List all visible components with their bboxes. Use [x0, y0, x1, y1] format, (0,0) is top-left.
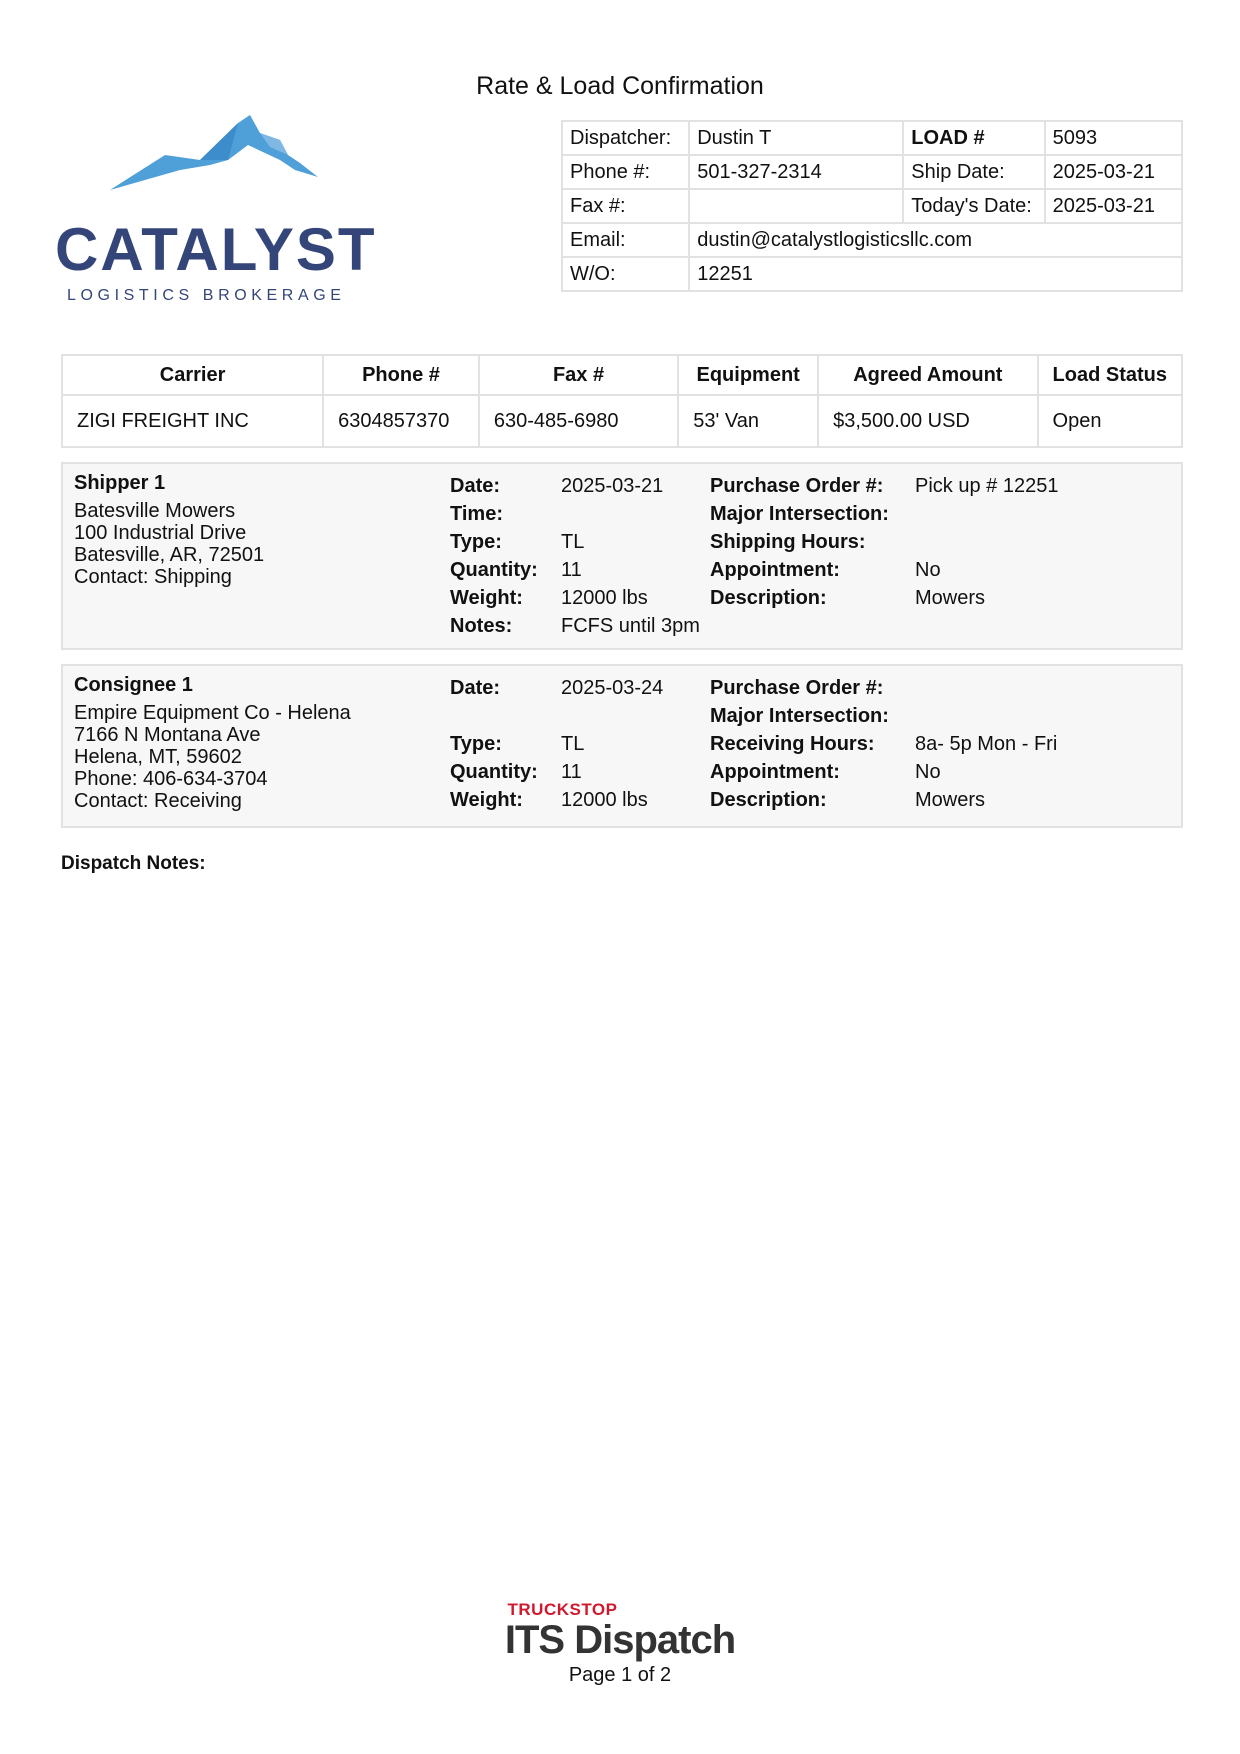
- field-label: Description:: [710, 789, 827, 811]
- consignee-line: 7166 N Montana Ave: [74, 724, 261, 746]
- field-value: [915, 500, 1058, 528]
- field-value: Mowers: [915, 789, 986, 811]
- field-value: Pick up # 12251: [915, 475, 1059, 497]
- field-label: Weight:: [450, 789, 523, 811]
- load-number-label: LOAD #: [903, 121, 1044, 155]
- field-value: TL: [561, 733, 585, 755]
- equipment-header: Equipment: [678, 355, 818, 395]
- field-label: Weight:: [450, 587, 523, 609]
- shipper-line: 100 Industrial Drive: [74, 522, 247, 544]
- consignee-line: Phone: 406-634-3704: [74, 768, 268, 790]
- wo-value: 12251: [689, 257, 1182, 291]
- shipper-line: Batesville Mowers: [74, 500, 236, 522]
- field-value: 2025-03-21: [561, 475, 664, 497]
- consignee-line: Helena, MT, 59602: [74, 746, 242, 768]
- field-label: Shipping Hours:: [710, 531, 866, 553]
- carrier-header: Carrier: [62, 355, 323, 395]
- shipper-heading: Shipper 1: [74, 472, 166, 494]
- consignee-heading: Consignee 1: [74, 674, 193, 696]
- field-value: No: [915, 559, 941, 581]
- fax-label: Fax #:: [562, 189, 689, 223]
- carrier-fax: 630-485-6980: [479, 395, 678, 447]
- load-info-table: [561, 120, 1183, 292]
- logo-tagline: LOGISTICS BROKERAGE: [67, 287, 346, 304]
- consignee-line: Empire Equipment Co - Helena: [74, 702, 351, 724]
- dispatch-notes-label: Dispatch Notes:: [61, 853, 206, 874]
- carrier-phone: 6304857370: [323, 395, 479, 447]
- ship-date-label: Ship Date:: [903, 155, 1044, 189]
- field-label: Appointment:: [710, 761, 840, 783]
- carrier-name: ZIGI FREIGHT INC: [62, 395, 323, 447]
- shipper-line: Contact: Shipping: [74, 566, 232, 588]
- page-number: Page 1 of 2: [568, 1664, 672, 1686]
- field-label: Purchase Order #:: [710, 677, 884, 699]
- field-value: [915, 528, 1058, 556]
- fax-header: Fax #: [479, 355, 678, 395]
- field-value: 11: [561, 761, 582, 783]
- shipper-line: Batesville, AR, 72501: [74, 544, 265, 566]
- field-value: [915, 702, 1057, 730]
- shipper-section: [61, 462, 1183, 650]
- field-value: 2025-03-24: [561, 677, 664, 699]
- field-value: TL: [561, 531, 585, 553]
- agreed-amount-header: Agreed Amount: [818, 355, 1037, 395]
- shipper-left-values: [561, 472, 700, 640]
- phone-header: Phone #: [323, 355, 479, 395]
- carrier-agreed-amount: $3,500.00 USD: [818, 395, 1037, 447]
- field-value: [561, 702, 663, 730]
- load-number-value: 5093: [1045, 121, 1182, 155]
- carrier-load-status: Open: [1038, 395, 1182, 447]
- field-label: Receiving Hours:: [710, 733, 875, 755]
- carrier-equipment: 53' Van: [678, 395, 818, 447]
- phone-value: 501-327-2314: [689, 155, 903, 189]
- field-value: Mowers: [915, 587, 986, 609]
- load-status-header: Load Status: [1038, 355, 1182, 395]
- field-value: 12000 lbs: [561, 789, 648, 811]
- dispatcher-value: Dustin T: [689, 121, 903, 155]
- consignee-left-labels: [450, 674, 538, 814]
- field-label: Purchase Order #:: [710, 475, 884, 497]
- field-label: Notes:: [450, 615, 513, 637]
- field-label: Time:: [450, 503, 503, 525]
- shipper-right-values: [915, 472, 1058, 612]
- field-label: Date:: [450, 475, 501, 497]
- field-label: Type:: [450, 733, 502, 755]
- table-row: [62, 395, 1182, 447]
- field-value: 12000 lbs: [561, 587, 648, 609]
- todays-date-value: 2025-03-21: [1045, 189, 1182, 223]
- ship-date-value: 2025-03-21: [1045, 155, 1182, 189]
- field-value: 11: [561, 559, 582, 581]
- field-label: Type:: [450, 531, 502, 553]
- footer-brand-top: TRUCKSTOP: [507, 1600, 618, 1619]
- consignee-address: [74, 674, 351, 812]
- consignee-line: Contact: Receiving: [74, 790, 242, 812]
- shipper-address: [74, 472, 264, 588]
- field-label: Date:: [450, 677, 501, 699]
- todays-date-label: Today's Date:: [903, 189, 1044, 223]
- wo-label: W/O:: [562, 257, 689, 291]
- field-value: [561, 500, 700, 528]
- document-title: Rate & Load Confirmation: [476, 72, 764, 100]
- dispatcher-label: Dispatcher:: [562, 121, 689, 155]
- footer: [0, 1600, 1240, 1687]
- carrier-table: [61, 354, 1183, 448]
- email-value: dustin@catalystlogisticsllc.com: [689, 223, 1182, 257]
- phone-label: Phone #:: [562, 155, 689, 189]
- consignee-right-labels: [710, 674, 889, 814]
- field-value: No: [915, 761, 941, 783]
- field-label: Quantity:: [450, 761, 538, 783]
- field-label: Major Intersection:: [710, 503, 889, 525]
- fax-value: [689, 189, 903, 223]
- field-value: [915, 674, 1057, 702]
- mountain-logo-icon: [110, 115, 350, 190]
- field-label: Description:: [710, 587, 827, 609]
- shipper-right-labels: [710, 472, 889, 612]
- company-logo: [55, 115, 395, 315]
- field-label: Major Intersection:: [710, 705, 889, 727]
- field-value: FCFS until 3pm: [561, 615, 700, 637]
- consignee-section: [61, 664, 1183, 828]
- consignee-left-values: [561, 674, 663, 814]
- shipper-left-labels: [450, 472, 538, 640]
- logo-wordmark: CATALYST: [55, 216, 377, 283]
- field-label: Quantity:: [450, 559, 538, 581]
- field-label: [450, 702, 538, 730]
- field-label: Appointment:: [710, 559, 840, 581]
- email-label: Email:: [562, 223, 689, 257]
- footer-brand-main: ITS Dispatch: [504, 1618, 736, 1662]
- field-value: 8a- 5p Mon - Fri: [915, 733, 1058, 755]
- consignee-right-values: [915, 674, 1057, 814]
